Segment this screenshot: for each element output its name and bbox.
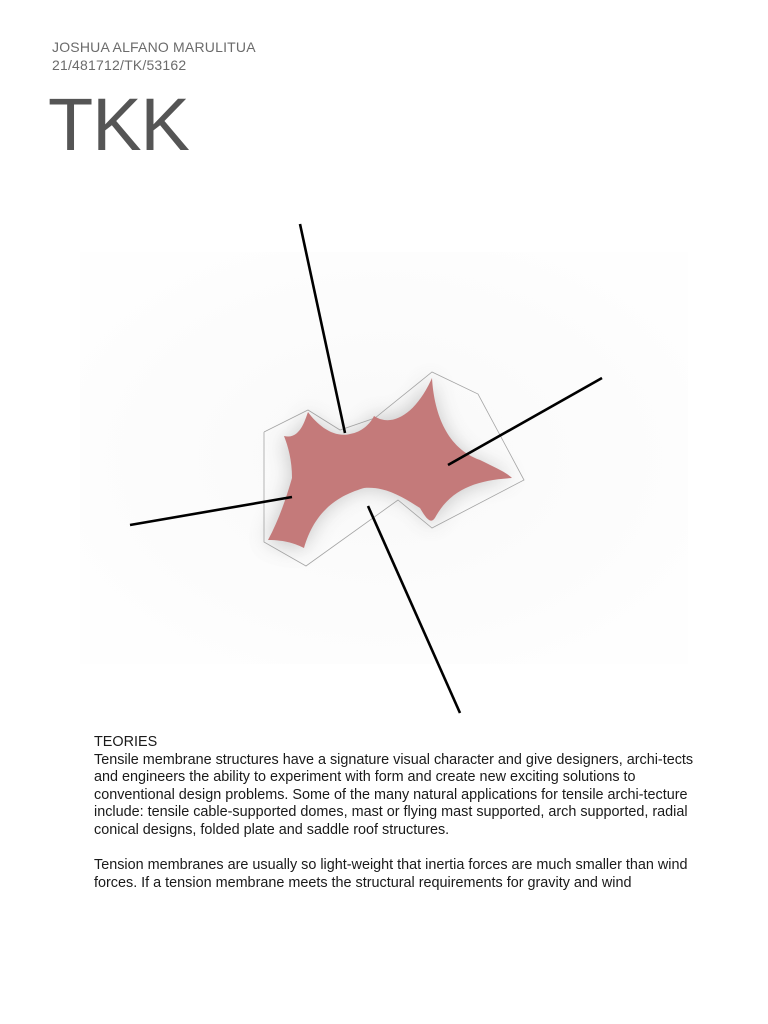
paragraph-2: Tension membranes are usually so light-weight that inertia forces are much smaller than wind forces. If a tension membrane meets the structural requirements for gravity and wind <box>94 857 688 891</box>
section-heading: TEORIES <box>94 734 158 750</box>
author-name: JOSHUA ALFANO MARULITUA <box>52 39 256 55</box>
text-block <box>94 734 694 892</box>
paragraph-1: Tensile membrane structures have a signature visual character and give designers, archi-tects and engineers the ability to experiment with form and create new exciting solutions to conventional design problems. Some of the many natural applications for tensile archi-tecture include: tensile cable-supported domes, mast or flying mast supported, arch supported, radial conical designs, folded plate and saddle roof structures. <box>94 751 694 838</box>
student-code: 21/481712/TK/53162 <box>52 57 187 73</box>
page-title: TKK <box>48 83 189 166</box>
